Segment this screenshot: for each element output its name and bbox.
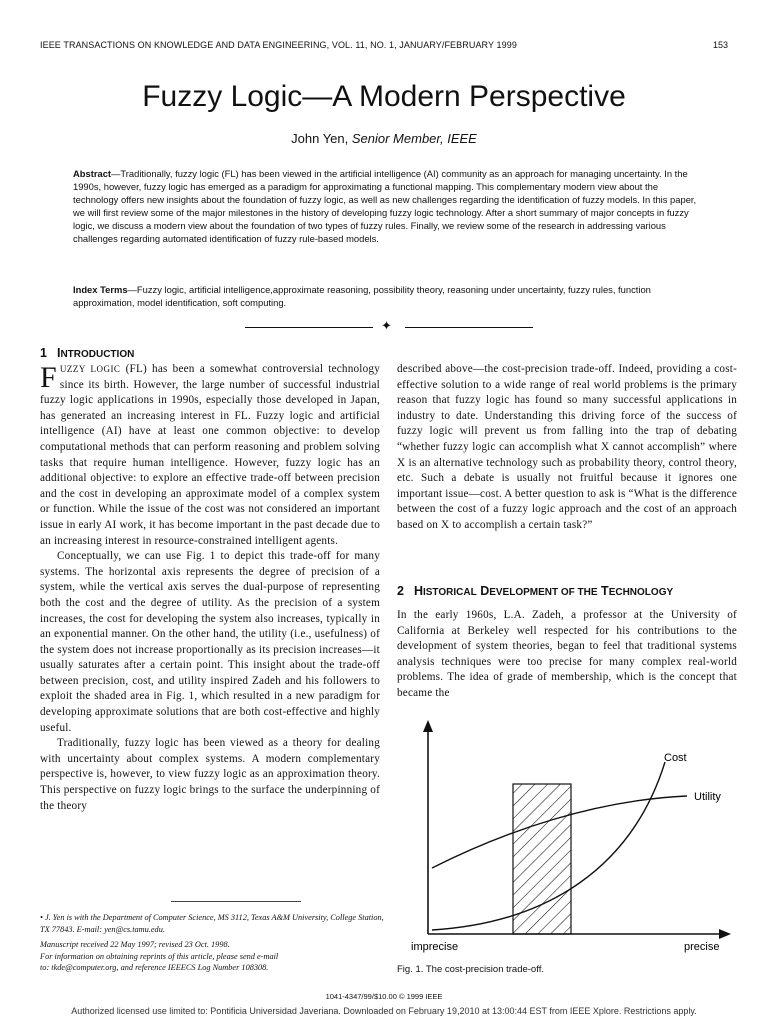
manuscript-received: Manuscript received 22 May 1997; revised 23 Oct. 1998. bbox=[40, 940, 230, 949]
index-terms-text: —Fuzzy logic, artificial intelligence,approximate reasoning, possibility theory, reasoning under uncertainty, fuzzy rules, function approximation, model identification, soft computing. bbox=[73, 284, 651, 308]
drop-cap: F bbox=[40, 361, 57, 394]
section-2-heading bbox=[397, 584, 673, 598]
shaded-region bbox=[513, 784, 571, 934]
paragraph-3: Traditionally, fuzzy logic has been viewed as a theory for dealing with uncertainty about complex systems. A modern complementary perspective is, however, to view fuzzy logic as an approximation theory. This perspective on fuzzy logic brings to the surface the underpinning of the theory bbox=[40, 737, 380, 812]
page-number: 153 bbox=[712, 40, 728, 50]
section-divider bbox=[245, 321, 533, 333]
footnote-rule bbox=[171, 901, 301, 902]
divider-line-left bbox=[245, 327, 373, 328]
section-2-paragraph: In the early 1960s, L.A. Zadeh, a professor at the University of California at Berkeley well respected for his contributions to the development of system theories, began to feel that traditional systems analysis techniques were too precise for many complex real-world problems. The idea of grade of membership, which is the concept that became the bbox=[397, 609, 737, 699]
author-footnote bbox=[40, 912, 385, 935]
section-2-word3-rest: ECHNOLOGY bbox=[608, 587, 674, 598]
section-2-word1-initial: H bbox=[413, 584, 423, 598]
manuscript-footnote bbox=[40, 939, 385, 974]
section-1-number: 1 bbox=[40, 346, 47, 360]
left-column-body bbox=[40, 362, 380, 814]
section-2-word3-initial: T bbox=[601, 584, 609, 598]
section-2-word1-rest: ISTORICAL bbox=[422, 587, 477, 598]
lead-smallcaps: UZZY LOGIC bbox=[59, 364, 121, 374]
paper-title: Fuzzy Logic—A Modern Perspective bbox=[142, 80, 626, 113]
abstract-text: —Traditionally, fuzzy logic (FL) has been viewed in the artificial intelligence (AI) community as an approach for managing uncertainty. In the 1990s, however, fuzzy logic has emerged as a paradigm for approximating a functional mapping. This complementary modern view about the technology offers new insights about the foundation of fuzzy logic, as well as new challenges regarding the identification of fuzzy models. In this paper, we will first review some of the major milestones in the history of developing fuzzy logic technology. After a short summary of major concepts in fuzzy logic, we discuss a modern view about the foundation of two types of fuzzy rules. Finally, we review some of the research in addressing various challenges regarding automated identification of fuzzy rule-based models. bbox=[73, 168, 697, 244]
author-affiliation: Senior Member, IEEE bbox=[351, 131, 477, 146]
figure-caption: Fig. 1. The cost-precision trade-off. bbox=[397, 964, 544, 975]
abstract-label: Abstract bbox=[73, 168, 112, 179]
section-1-heading bbox=[40, 346, 134, 360]
paragraph-1 bbox=[40, 362, 380, 549]
cost-label: Cost bbox=[664, 752, 687, 764]
right-column-continuation bbox=[397, 362, 737, 534]
index-terms bbox=[73, 283, 701, 309]
paragraph-continuation: described above—the cost-precision trade-off. Indeed, providing a cost-effective solution to a wide range of real world problems is the primary reason that fuzzy logic has found so many successful applications in industry to date. Understanding this driving force of the success of fuzzy logic will prevent us from falling into the trap of debating “whether fuzzy logic can accomplish what X cannot accomplish” where X is an alternative technology such as probability theory, control theory, etc. Such a debate is usually not fruitful because it ignores one important issue—cost. A better question to ask is “What is the difference between the cost of a fuzzy logic approach and the cost of an approach based on X to accomplish a certain task?” bbox=[397, 363, 737, 531]
reprint-info: For information on obtaining reprints of this article, please send e-mail bbox=[40, 951, 279, 961]
divider-star-icon: ✦ bbox=[381, 319, 392, 334]
paragraph-2: Conceptually, we can use Fig. 1 to depict this trade-off for many systems. The horizontal axis represents the degree of precision of a system, while the vertical axis serves the dual-purpose of representing both the cost and the degree of utility. As the precision of a system increases, the cost for developing the system also increases, typically in an exponential manner. On the other hand, the utility (i.e., usefulness) of the system does not increase proportionally as its precision increases—it usually saturates after a certain point. This insight about the trade-off between precision, cost, and utility inspired Zadeh and his followers to exploit the shaded area in Fig. 1, which resulted in a new paradigm for developing approximate solutions that are both cost-effective and highly useful. bbox=[40, 550, 380, 734]
index-terms-label: Index Terms bbox=[73, 284, 128, 295]
running-header: IEEE TRANSACTIONS ON KNOWLEDGE AND DATA ENGINEERING, VOL. 11, NO. 1, JANUARY/FEBRUARY 1999 bbox=[40, 40, 517, 50]
author-line bbox=[0, 131, 768, 146]
section-1-title-rest: NTRODUCTION bbox=[60, 349, 135, 360]
section-2-number: 2 bbox=[397, 584, 404, 598]
section-2-word2-initial: D bbox=[480, 584, 490, 598]
footnote-bullet: • bbox=[40, 913, 43, 922]
section-2-body bbox=[397, 608, 737, 702]
section-1-title-initial: I bbox=[56, 346, 61, 360]
reference-info: to: tkde@computer.org, and reference IEEECS Log Number 108308. bbox=[40, 963, 269, 972]
imprecise-label: imprecise bbox=[411, 941, 459, 953]
figure-cost-precision bbox=[397, 718, 737, 958]
abstract bbox=[73, 167, 701, 245]
author-name: John Yen, bbox=[291, 131, 352, 146]
section-2-word2-rest: EVELOPMENT OF THE bbox=[489, 587, 598, 598]
copyright-code: 1041-4347/99/$10.00 © 1999 IEEE bbox=[325, 992, 443, 1001]
utility-label: Utility bbox=[694, 791, 721, 803]
precise-label: precise bbox=[684, 941, 720, 953]
x-axis-arrow-icon bbox=[719, 929, 731, 939]
y-axis-arrow-icon bbox=[423, 720, 433, 732]
paragraph-1-text: (FL) has been a somewhat controversial technology since its birth. However, the large number of successful industrial fuzzy logic applications in 1990s, especially those developed in Japan, has generated an increasing interest in FL. Fuzzy logic and artificial intelligence (AI) have at least one common objective: to develop computational methods that can perform reasoning and problem solving tasks that require human intelligence. However, fuzzy logic has an additional objective: to explore an effective trade-off between precision and the cost in developing an approximate model of a complex system or function. While the issue of the cost was not considered an important issue in early AI work, it has become important in the past decade due to an increasing interest in resource-constrained intelligent agents. bbox=[40, 363, 380, 547]
author-footnote-text: J. Yen is with the Department of Computer Science, MS 3112, Texas A&M University, College Station, TX 77843. E-mail: yen@cs.tamu.edu. bbox=[40, 913, 384, 934]
divider-line-right bbox=[405, 327, 533, 328]
license-notice: Authorized licensed use limited to: Pontificia Universidad Javeriana. Downloaded on February 19,2010 at 13:00:44 EST from IEEE Xplore. Restrictions apply. bbox=[71, 1006, 697, 1016]
